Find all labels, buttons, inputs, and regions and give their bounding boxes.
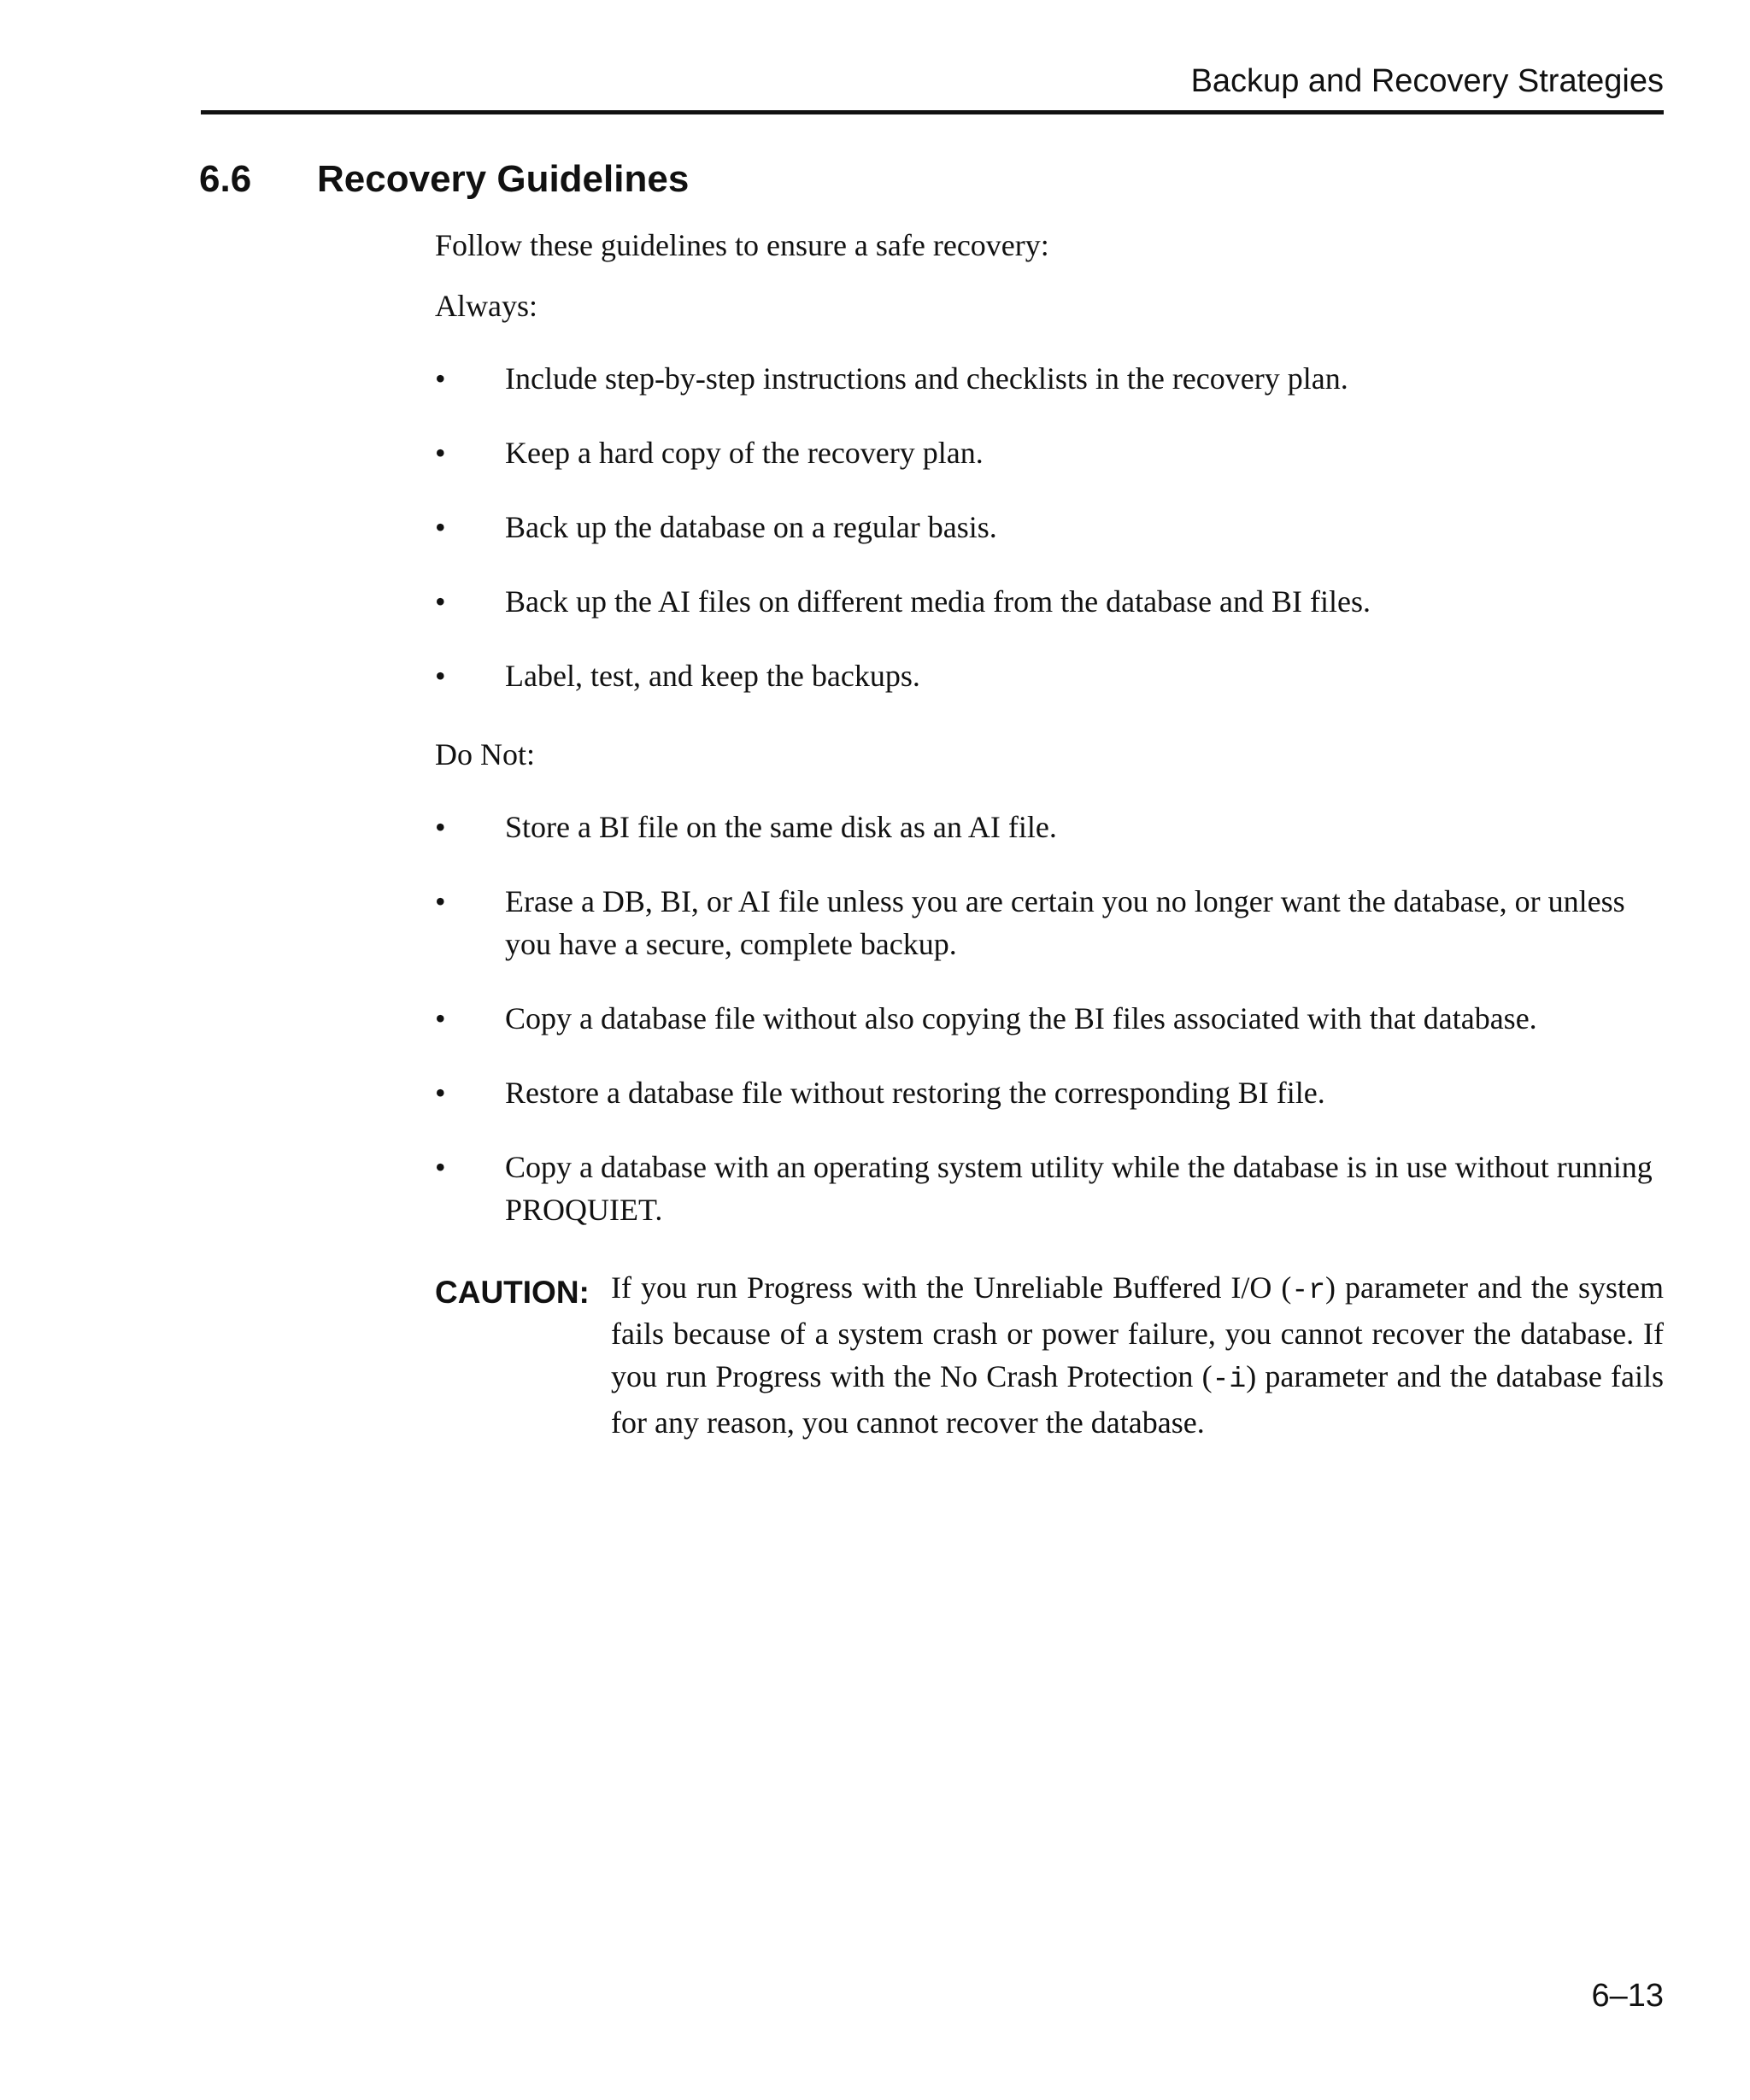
- list-item: [435, 1146, 1664, 1231]
- bullet-icon: •: [435, 584, 446, 619]
- caution-text-part: ) parameter and the database fails for any reason, you cannot recover the database.: [611, 1359, 1664, 1440]
- list-item: [435, 1071, 1664, 1114]
- bullet-icon: •: [435, 361, 446, 396]
- section-title: Recovery Guidelines: [317, 158, 690, 200]
- list-item-text: Erase a DB, BI, or AI file unless you are certain you no longer want the database, or unless you have a secure, complete backup.: [505, 884, 1625, 961]
- section-number: 6.6: [199, 158, 252, 200]
- list-item: [435, 997, 1664, 1040]
- caution-text: [611, 1266, 1664, 1444]
- list-item-text: Back up the database on a regular basis.: [505, 510, 997, 544]
- do-not-label: Do Not:: [435, 737, 535, 771]
- bullet-icon: •: [435, 436, 446, 470]
- page-number: 6–13: [1591, 1978, 1664, 2014]
- list-item-text: Back up the AI files on different media from the database and BI files.: [505, 584, 1371, 619]
- list-item-text: Include step-by-step instructions and checklists in the recovery plan.: [505, 361, 1348, 396]
- list-item: [435, 357, 1664, 400]
- list-item: [435, 431, 1664, 474]
- intro-paragraph: Follow these guidelines to ensure a safe recovery:: [435, 228, 1049, 262]
- always-label: Always:: [435, 289, 537, 323]
- list-item-text: Keep a hard copy of the recovery plan.: [505, 436, 984, 470]
- list-item: [435, 580, 1664, 623]
- list-item: [435, 806, 1664, 848]
- parameter-code: -i: [1212, 1364, 1247, 1395]
- caution-label: CAUTION:: [435, 1275, 590, 1310]
- list-item: [435, 654, 1664, 697]
- list-item-text: Copy a database file without also copying the BI files associated with that database.: [505, 1001, 1537, 1035]
- running-header: Backup and Recovery Strategies: [1190, 63, 1664, 99]
- list-item: [435, 506, 1664, 548]
- caution-text-part: ) parameter and the system fails because of a system crash or power failure, you cannot recover the database. If you run Progress with the No Crash Protection (: [611, 1270, 1664, 1393]
- list-item-text: Copy a database with an operating system utility while the database is in use without running PROQUIET.: [505, 1150, 1653, 1227]
- bullet-icon: •: [435, 1076, 446, 1110]
- bullet-icon: •: [435, 884, 446, 918]
- header-rule: [201, 110, 1664, 114]
- bullet-icon: •: [435, 659, 446, 693]
- bullet-icon: •: [435, 1001, 446, 1035]
- parameter-code: -r: [1291, 1275, 1326, 1306]
- list-item: [435, 880, 1664, 965]
- bullet-icon: •: [435, 510, 446, 544]
- bullet-icon: •: [435, 1150, 446, 1184]
- bullet-icon: •: [435, 810, 446, 844]
- list-item-text: Store a BI file on the same disk as an AI file.: [505, 810, 1057, 844]
- section-heading: [199, 158, 690, 200]
- caution-text-part: If you run Progress with the Unreliable Buffered I/O (: [611, 1270, 1292, 1305]
- list-item-text: Restore a database file without restoring the corresponding BI file.: [505, 1076, 1325, 1110]
- list-item-text: Label, test, and keep the backups.: [505, 659, 920, 693]
